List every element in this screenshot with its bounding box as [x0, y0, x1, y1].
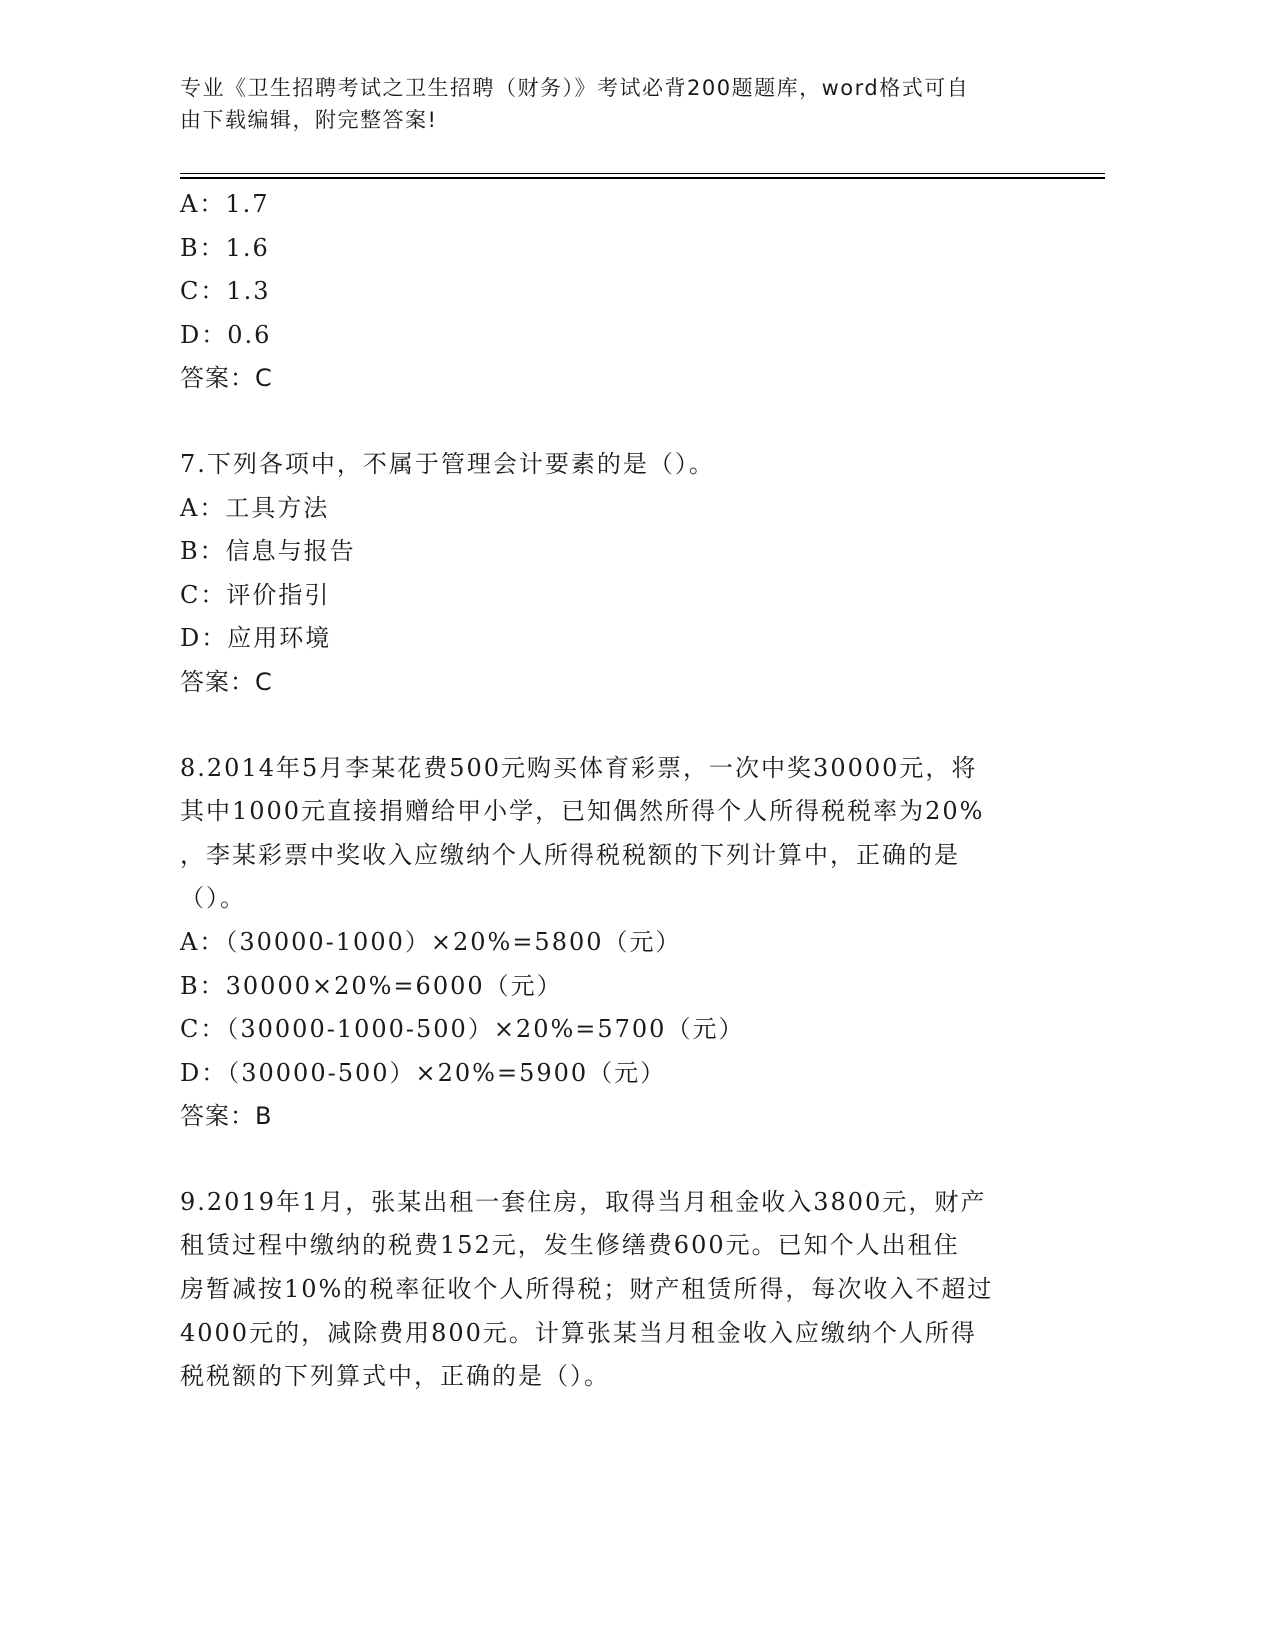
question-text-line: 税税额的下列算式中，正确的是（）。: [180, 1362, 610, 1391]
option-c: C：评价指引: [180, 580, 331, 609]
question-text-line: 房暂减按10%的税率征收个人所得税；财产租赁所得，每次收入不超过: [180, 1275, 994, 1304]
answer-line: 答案：C: [180, 667, 273, 696]
question-text-line: 9.2019年1月，张某出租一套住房，取得当月租金收入3800元，财产: [180, 1187, 987, 1216]
document-header: [180, 72, 1040, 136]
answer-line: 答案：C: [180, 364, 273, 393]
header-divider-thick: [180, 177, 1105, 179]
question-text-line: 租赁过程中缴纳的税费152元，发生修缮费600元。已知个人出租住: [180, 1231, 960, 1260]
question-text-line: （）。: [180, 884, 246, 913]
question-8: [180, 747, 1040, 1139]
question-text: 7.下列各项中，不属于管理会计要素的是（）。: [180, 449, 715, 478]
option-d: D：0.6: [180, 320, 272, 349]
question-text-line: 4000元的，减除费用800元。计算张某当月租金收入应缴纳个人所得: [180, 1318, 977, 1347]
option-b: B：1.6: [180, 233, 270, 262]
question-7: [180, 443, 1040, 705]
header-line-1: 专业《卫生招聘考试之卫生招聘（财务）》考试必背200题题库，word格式可自: [180, 76, 970, 100]
option-a: A：1.7: [180, 190, 270, 218]
header-divider-thin: [180, 173, 1105, 174]
question-text-line: 8.2014年5月李某花费500元购买体育彩票，一次中奖30000元，将: [180, 753, 978, 782]
option-c: C：1.3: [180, 277, 271, 306]
option-b: B：信息与报告: [180, 537, 356, 566]
question-text-line: ，李某彩票中奖收入应缴纳个人所得税税额的下列计算中，正确的是: [180, 840, 960, 869]
question-spacer: [180, 1139, 1040, 1181]
question-spacer: [180, 705, 1040, 747]
option-a: A：工具方法: [180, 493, 330, 522]
question-6: [180, 183, 1040, 401]
option-d: D：（30000-500）×20%=5900（元）: [180, 1058, 667, 1087]
question-content: [180, 183, 1040, 1399]
option-d: D：应用环境: [180, 624, 332, 653]
question-text-line: 其中1000元直接捐赠给甲小学，已知偶然所得个人所得税税率为20%: [180, 797, 985, 826]
question-spacer: [180, 401, 1040, 443]
answer-line: 答案：B: [180, 1102, 273, 1131]
option-b: B：30000×20%=6000（元）: [180, 971, 563, 1000]
question-9: [180, 1181, 1040, 1399]
header-line-2: 由下载编辑，附完整答案!: [180, 108, 438, 132]
option-a: A：（30000-1000）×20%=5800（元）: [180, 927, 682, 956]
option-c: C：（30000-1000-500）×20%=5700（元）: [180, 1015, 745, 1044]
